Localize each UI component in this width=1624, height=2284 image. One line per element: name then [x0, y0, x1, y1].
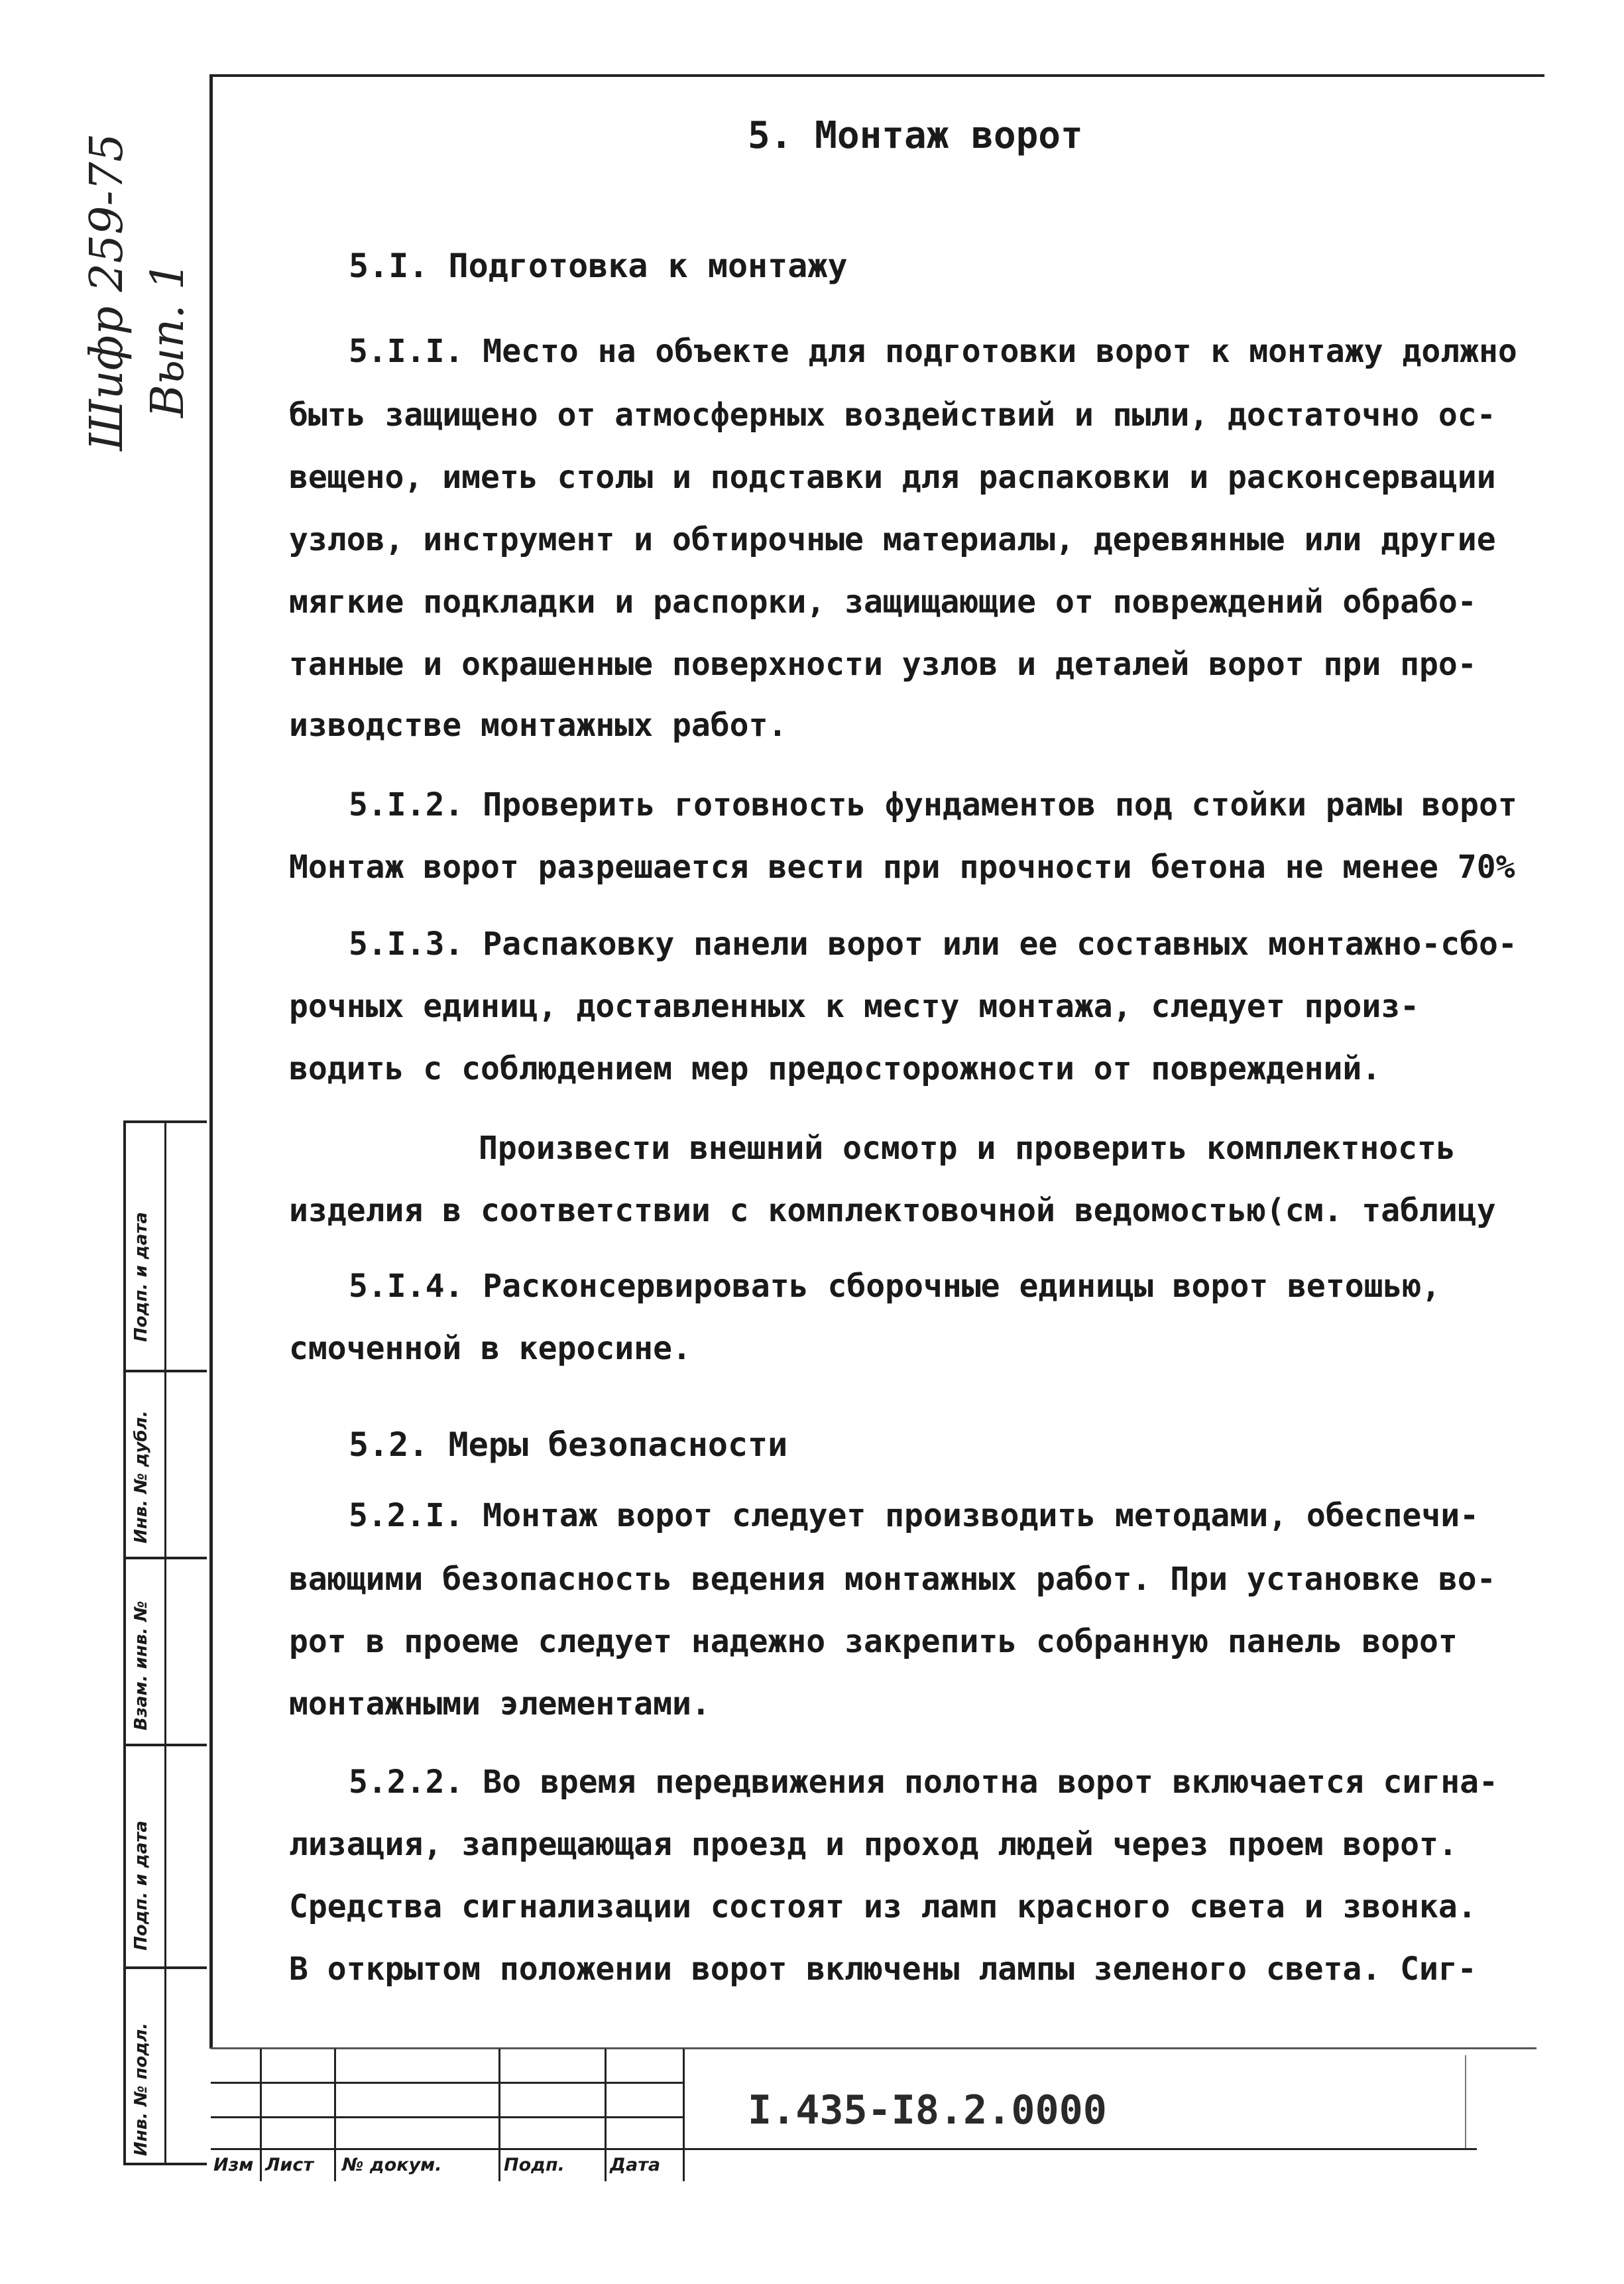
text-line: 5.I.3. Распаковку панели ворот или ее составных монтажно-сбо-: [349, 926, 1517, 963]
margin-note-code: Шифр 259-75: [81, 133, 133, 451]
title-block-col-line: [334, 2049, 336, 2181]
text-line: лизация, запрещающая проезд и проход людей через проем ворот.: [289, 1826, 1458, 1863]
text-line: вающими безопасность ведения монтажных работ. При установке во-: [289, 1561, 1496, 1598]
text-line: рот в проеме следует надежно закрепить собранную панель ворот: [289, 1623, 1458, 1660]
side-stamp-cell: [126, 1123, 207, 1372]
title-block-label-date: Дата: [610, 2155, 661, 2175]
text-line: 5.I.I. Место на объекте для подготовки ворот к монтажу должно: [349, 333, 1517, 370]
title-block-label-doc: № докум.: [342, 2155, 442, 2175]
side-stamp-label-orig-inv: Инв. № подл.: [131, 2022, 151, 2156]
section-title: 5. Монтаж ворот: [748, 114, 1083, 157]
text-line: 5.2.2. Во время передвижения полотна ворот включается сигна-: [349, 1764, 1498, 1801]
title-block-col-line: [498, 2049, 500, 2181]
text-line: Средства сигнализации состоят из ламп красного света и звонка.: [289, 1888, 1477, 1925]
title-block-col-line: [683, 2049, 685, 2181]
sheet-number-box: [1465, 2055, 1466, 2148]
title-block-label-sign: Подп.: [504, 2155, 565, 2175]
frame-left-border: [209, 74, 213, 2049]
side-stamp-cell: [126, 1370, 207, 1559]
text-line: смоченной в керосине.: [289, 1330, 691, 1367]
text-line: 5.2.I. Монтаж ворот следует производить методами, обеспечи-: [349, 1497, 1479, 1534]
text-line: Монтаж ворот разрешается вести при прочности бетона не менее 70%: [289, 849, 1515, 886]
frame-top-border: [211, 74, 1544, 77]
text-line: монтажными элементами.: [289, 1685, 711, 1722]
text-line: водить с соблюдением мер предосторожности от повреждений.: [289, 1050, 1381, 1087]
text-line: 5.I.4. Расконсервировать сборочные единицы ворот ветошью,: [349, 1268, 1441, 1305]
text-line: рочных единиц, доставленных к месту монтажа, следует произ-: [289, 988, 1420, 1025]
margin-note-issue: Вып. 1: [142, 261, 194, 418]
text-line: Произвести внешний осмотр и проверить комплектность: [479, 1130, 1456, 1167]
title-block-col-line: [605, 2049, 607, 2181]
text-line: узлов, инструмент и обтирочные материалы, деревянные или другие: [289, 521, 1496, 558]
text-line: изводстве монтажных работ.: [289, 707, 787, 744]
title-block-top-border: [211, 2047, 1537, 2049]
side-stamp-cell: [126, 1557, 207, 1746]
title-block-label-change: Изм: [213, 2155, 254, 2175]
document-code: I.435-I8.2.0000: [748, 2087, 1107, 2134]
side-stamp-label-dup-inv: Инв. № дубл.: [131, 1410, 151, 1543]
title-block-label-sheet: Лист: [265, 2155, 314, 2175]
title-block-row-line: [211, 2082, 683, 2084]
text-line: В открытом положении ворот включены лампы зеленого света. Сиг-: [289, 1951, 1477, 1988]
subsection-heading: 5.I. Подготовка к монтажу: [349, 247, 848, 285]
side-stamp-cell: [126, 1744, 207, 1969]
text-line: танные и окрашенные поверхности узлов и деталей ворот при про-: [289, 646, 1477, 683]
side-stamp-table: [123, 1120, 207, 2165]
title-block-row-line: [211, 2116, 683, 2118]
side-stamp-cell: [126, 1966, 207, 2160]
text-line: быть защищено от атмосферных воздействий и пыли, достаточно ос-: [289, 396, 1496, 434]
side-stamp-label-sign-date: Подп. и дата: [131, 1821, 151, 1951]
text-line: мягкие подкладки и распорки, защищающие от повреждений обрабо-: [289, 583, 1477, 621]
text-line: 5.I.2. Проверить готовность фундаментов под стойки рамы ворот: [349, 786, 1517, 823]
text-line: вещено, иметь столы и подставки для распаковки и расконсервации: [289, 459, 1496, 496]
side-stamp-label-replace-inv: Взам. инв. №: [131, 1600, 151, 1730]
title-block-col-line: [260, 2049, 262, 2181]
side-stamp-label-sign-date: Подп. и дата: [131, 1212, 151, 1342]
title-block-bottom-line: [211, 2148, 1477, 2150]
subsection-heading: 5.2. Меры безопасности: [349, 1425, 788, 1464]
text-line: изделия в соответствии с комплектовочной ведомостью(см. таблицу: [289, 1192, 1496, 1229]
